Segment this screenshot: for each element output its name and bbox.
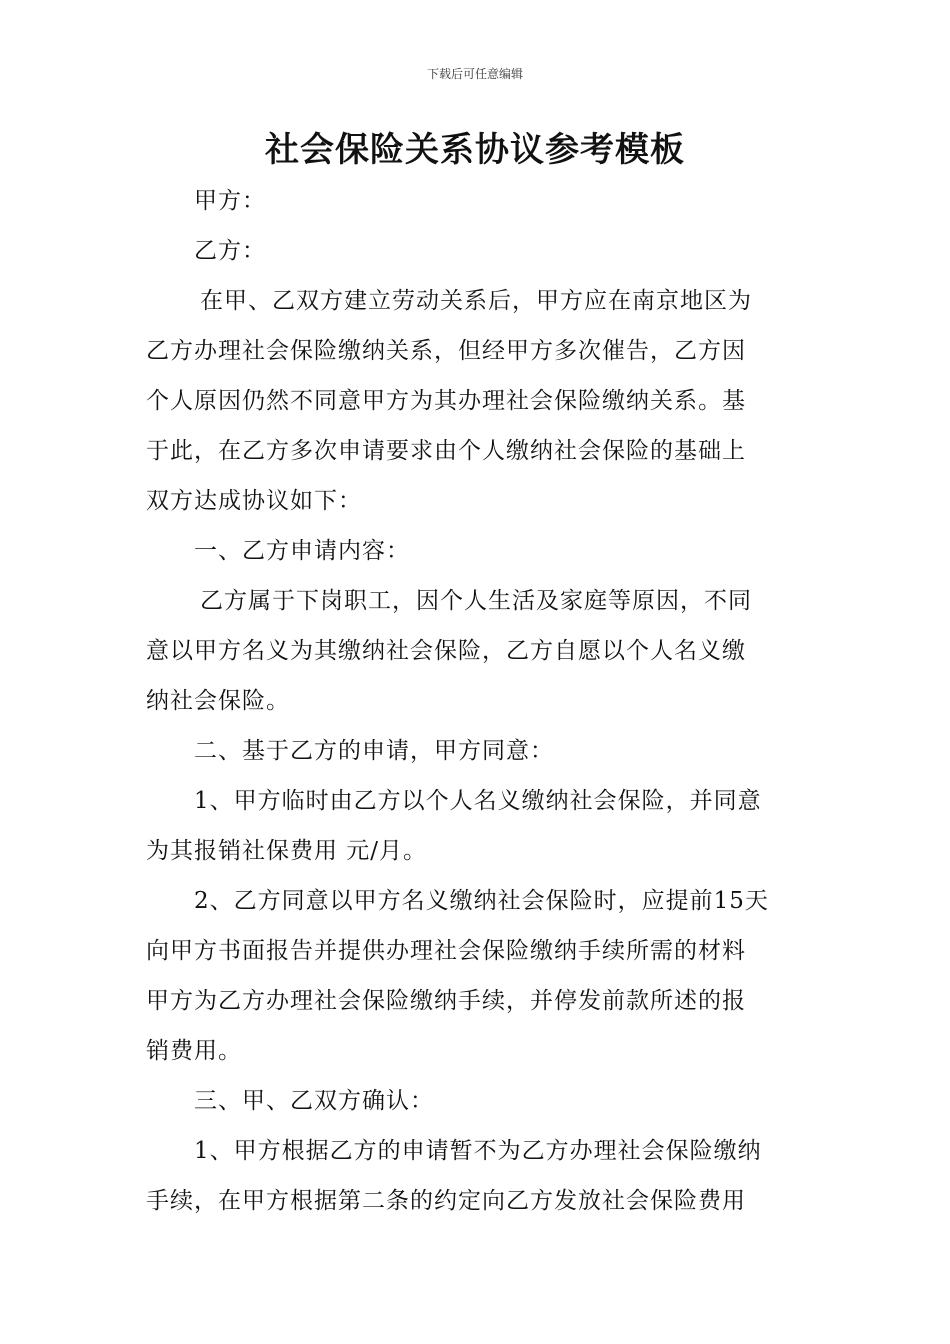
- clause-line: 向甲方书面报告并提供办理社会保险缴纳手续所需的材料: [146, 938, 746, 964]
- document-title: 社会保险关系协议参考模板: [265, 130, 685, 170]
- paragraph-line: 纳社会保险。: [146, 688, 290, 714]
- paragraph-line: 意以甲方名义为其缴纳社会保险，乙方自愿以个人名义缴: [146, 638, 746, 664]
- paragraph-line: 在甲、乙双方建立劳动关系后，甲方应在南京地区为: [200, 288, 752, 314]
- clause-line: 1、甲方临时由乙方以个人名义缴纳社会保险，并同意: [194, 788, 762, 814]
- clause-line: 2、乙方同意以甲方名义缴纳社会保险时，应提前15天: [194, 888, 769, 914]
- clause-line: 手续，在甲方根据第二条的约定向乙方发放社会保险费用: [146, 1188, 746, 1214]
- header-note: 下载后可任意编辑: [426, 67, 523, 81]
- section-heading: 三、甲、乙双方确认：: [194, 1088, 434, 1114]
- clause-line: 销费用。: [146, 1038, 242, 1064]
- document-body: [146, 176, 806, 1226]
- paragraph-line: 于此，在乙方多次申请要求由个人缴纳社会保险的基础上: [146, 438, 746, 464]
- section-heading: 二、基于乙方的申请，甲方同意：: [194, 738, 554, 764]
- clause-line: 1、甲方根据乙方的申请暂不为乙方办理社会保险缴纳: [194, 1138, 762, 1164]
- party-b-line: 乙方：: [194, 238, 266, 264]
- paragraph-line: 乙方办理社会保险缴纳关系，但经甲方多次催告，乙方因: [146, 338, 746, 364]
- clause-line: 甲方为乙方办理社会保险缴纳手续，并停发前款所述的报: [146, 988, 746, 1014]
- paragraph-line: 个人原因仍然不同意甲方为其办理社会保险缴纳关系。基: [146, 388, 746, 414]
- section-heading: 一、乙方申请内容：: [194, 538, 410, 564]
- paragraph-line: 乙方属于下岗职工，因个人生活及家庭等原因，不同: [200, 588, 752, 614]
- party-a-line: 甲方：: [194, 188, 266, 214]
- clause-line: 为其报销社保费用 元/月。: [146, 838, 428, 864]
- paragraph-line: 双方达成协议如下：: [146, 488, 362, 514]
